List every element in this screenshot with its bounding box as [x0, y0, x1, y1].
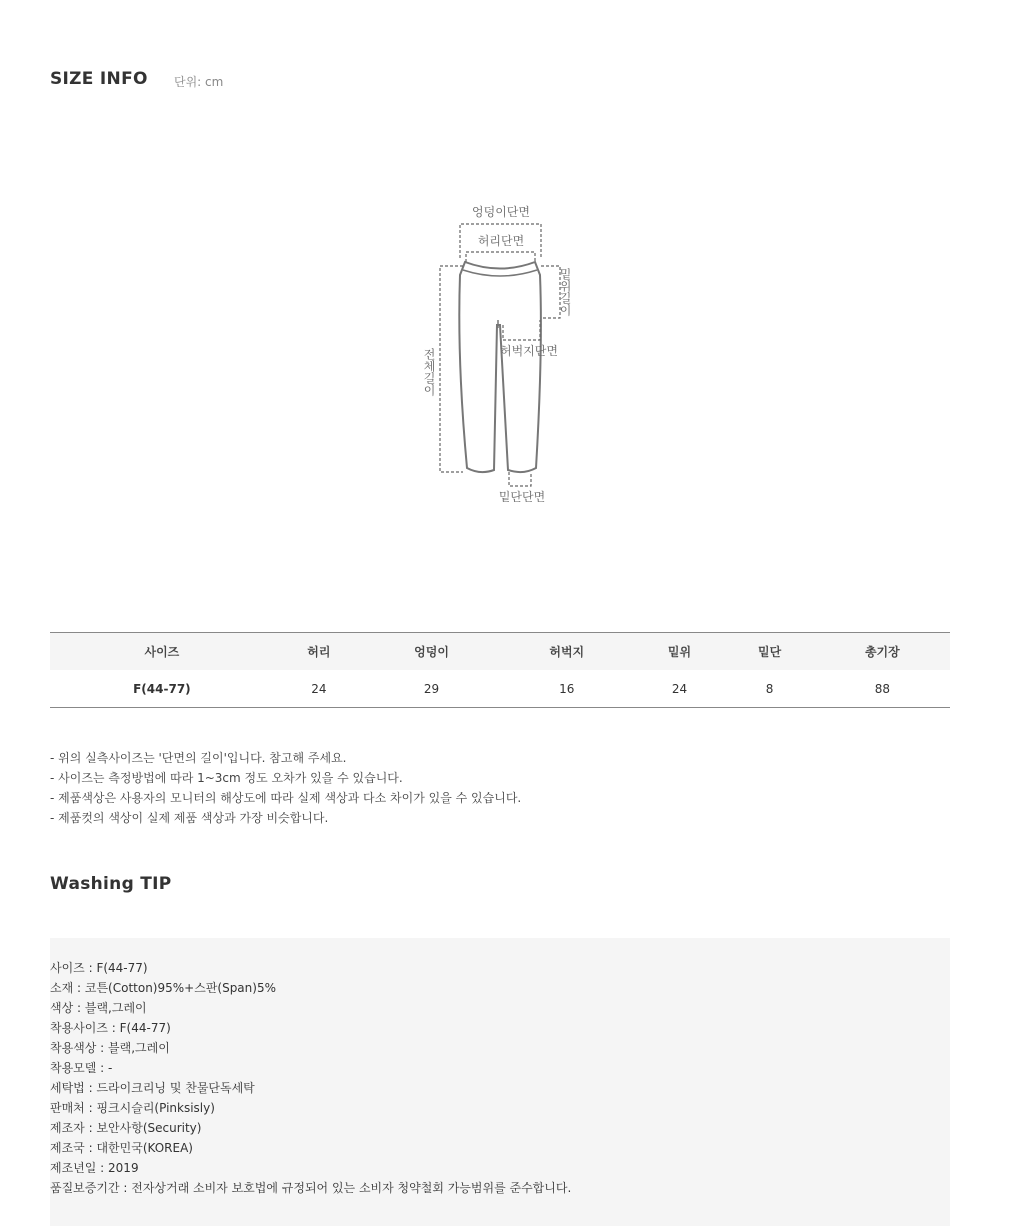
table-cell: 16 [499, 670, 634, 708]
size-table-header: 밑단 [725, 633, 815, 671]
table-cell: 24 [634, 670, 724, 708]
note-item: - 제품컷의 색상이 실제 제품 색상과 가장 비슷합니다. [50, 811, 329, 825]
diagram-label-thigh: 허벅지단면 [500, 344, 558, 358]
product-info-box [50, 938, 950, 1226]
diagram-label-hip: 엉덩이단면 [472, 205, 530, 219]
size-table-header: 밑위 [634, 633, 724, 671]
size-table-header: 사이즈 [50, 633, 274, 671]
size-table-header: 허벅지 [499, 633, 634, 671]
info-item: 제조자 : 보안사항(Security) [50, 1121, 202, 1135]
table-cell: 29 [364, 670, 499, 708]
table-cell: 24 [274, 670, 364, 708]
table-row [50, 670, 950, 708]
info-item: 착용색상 : 블랙,그레이 [50, 1041, 170, 1055]
note-item: - 제품색상은 사용자의 모니터의 해상도에 따라 실제 색상과 다소 차이가 있을 수 있습니다. [50, 791, 522, 805]
size-table-header: 허리 [274, 633, 364, 671]
size-table [50, 632, 950, 708]
size-info-heading: SIZE INFO [50, 69, 148, 89]
info-item: 착용사이즈 : F(44-77) [50, 1021, 171, 1035]
size-table-header: 총기장 [815, 633, 950, 671]
diagram-label-total-length: 전체길이 [422, 348, 436, 396]
unit-label: 단위: cm [174, 75, 224, 89]
pants-measurement-diagram [405, 200, 605, 510]
info-item: 사이즈 : F(44-77) [50, 961, 148, 975]
size-notes [50, 748, 521, 828]
table-cell: 88 [815, 670, 950, 708]
note-item: - 사이즈는 측정방법에 따라 1~3cm 정도 오차가 있을 수 있습니다. [50, 771, 403, 785]
diagram-label-hem: 밑단단면 [498, 490, 546, 504]
info-item: 제조년일 : 2019 [50, 1161, 139, 1175]
washing-tip-heading: Washing TIP [50, 874, 172, 894]
table-cell: 8 [725, 670, 815, 708]
size-table-header-row [50, 633, 950, 671]
size-table-header: 엉덩이 [364, 633, 499, 671]
product-info-list [50, 958, 571, 1198]
table-cell: F(44-77) [50, 670, 274, 708]
info-item: 세탁법 : 드라이크리닝 및 찬물단독세탁 [50, 1081, 255, 1095]
info-item: 색상 : 블랙,그레이 [50, 1001, 147, 1015]
pants-outline-icon [459, 262, 541, 472]
info-item: 제조국 : 대한민국(KOREA) [50, 1141, 193, 1155]
diagram-label-waist: 허리단면 [477, 234, 525, 248]
info-item: 판매처 : 핑크시슬리(Pinksisly) [50, 1101, 215, 1115]
info-item: 착용모델 : - [50, 1061, 113, 1075]
info-item: 품질보증기간 : 전자상거래 소비자 보호법에 규정되어 있는 소비자 청약철회 가능범위를 준수합니다. [50, 1181, 572, 1195]
info-item: 소재 : 코튼(Cotton)95%+스판(Span)5% [50, 981, 276, 995]
note-item: - 위의 실측사이즈는 '단면의 길이'입니다. 참고해 주세요. [50, 751, 347, 765]
diagram-label-rise: 밑위길이 [558, 268, 572, 316]
